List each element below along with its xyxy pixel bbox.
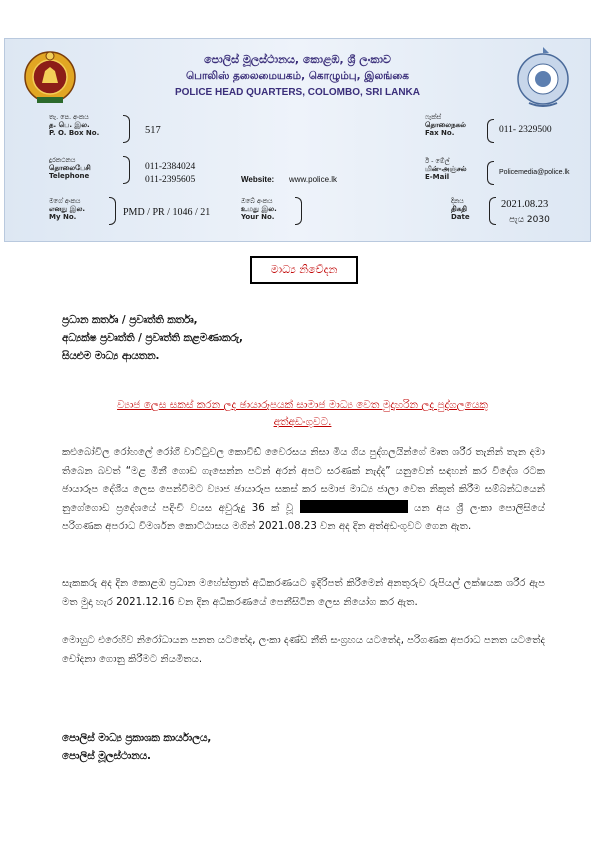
email-label: ඊ - මේල් மின்-அஞ்சல் E-Mail xyxy=(425,157,467,181)
time-value: පැය 2030 xyxy=(509,215,550,225)
your-no-label: ඔබේ අංකය உமது இல. Your No. xyxy=(241,197,277,221)
bracket xyxy=(123,156,130,184)
bracket xyxy=(109,197,116,225)
bracket xyxy=(487,161,494,185)
telephone-value-2: 011-2395605 xyxy=(145,175,196,185)
bracket xyxy=(487,119,494,143)
bracket xyxy=(489,197,496,225)
org-name-sinhala: පොලිස් මූලස්ථානය, කොළඹ, ශ්‍රී ලංකාව xyxy=(204,53,391,66)
pobox-label: තැ. පෙ. අංකය த. பெ. இல. P. O. Box No. xyxy=(49,113,100,137)
letterhead xyxy=(4,38,591,242)
addressee-line: සියළුම මාධ්‍ය ආයතන. xyxy=(62,350,160,362)
press-release-title: මාධ්‍ය නිවේදන xyxy=(250,256,358,284)
date-label: දිනය திகதி Date xyxy=(451,197,470,221)
my-no-value: PMD / PR / 1046 / 21 xyxy=(123,207,211,218)
headline: ව්‍යාජ ලෙස සකස් කරන ලද ඡායාරූපයක් සාමාජ මාධ්‍ය වෙත මුදාහරින ලද පුද්ගලයෙකු අත්අඩංගුවට. xyxy=(117,399,488,428)
body-paragraph-3: මොහුට එරෙහිව නිරෝධායන පනත යටතේද, ලංකා දණ්ඩ නීති සංග්‍රහය යටතේද, පරිගණක අපරාධ පනත යටතේද චෝදනා ගොනු කිරීමට නියමිතය. xyxy=(62,635,545,665)
addressee-line: අධ්‍යක්ෂ ප්‍රවෘත්ති / ප්‍රවෘත්ති කළමණාකරු, xyxy=(62,332,243,344)
pobox-value: 517 xyxy=(145,125,161,136)
my-no-label: මගේ අංකය எனது இல. My No. xyxy=(49,197,86,221)
date-value: 2021.08.23 xyxy=(501,199,549,210)
fax-value: 011- 2329500 xyxy=(499,125,552,135)
telephone-value-1: 011-2384024 xyxy=(145,162,196,172)
signature-line: පොලිස් මූලස්ථානය. xyxy=(62,750,151,762)
signature-line: පොලිස් මාධ්‍ය ප්‍රකාශක කාර්යාලය, xyxy=(62,732,212,744)
org-name-english: POLICE HEAD QUARTERS, COLOMBO, SRI LANKA xyxy=(174,87,420,98)
fax-label: ෆැක්ස් தொலைநகல் Fax No. xyxy=(425,113,466,137)
website-value: www.police.lk xyxy=(289,175,338,184)
body-paragraph-1: කළුබෝවිල රෝහලේ රෝගී වාට්ටුවල කොවිඩ් වෛරසය නිසා මිය ගිය පුද්ගලයින්ගේ මෘත ශරීර තැනින් තැන දමා තිබෙන බවත් “මළ මිනී ගොඩ ගැසෙන්න පටන් අරන් අපට සරණක් නැද්ද” යනුවෙන් සඳහන් කර විදේශ රටක ඡායාරූප දේශීය ලෙස පෙන්වීමට ව්‍යාජ ඡායාරූප සකස් කර සමාජ මාධ්‍ය ජාලා වෙත නිකුත් කිරීම සම්බන්ධයෙන් නුගේගොඩ ප්‍රදේශයේ පදිංචි වයස අවුරුදු 36 ක් වූ යන අය ශ්‍රී ලංකා පොලිසියේ පරිගණක අපරාධ විමර්ශන කොට්ඨාසය මගින් 2021.08.23 වන අද දින අත්අඩංගුවට ගෙන ඇත. xyxy=(62,447,545,532)
bracket xyxy=(123,115,130,143)
body-paragraph-2: සැකකරු අද දින කොළඹ ප්‍රධාන මහේස්ත්‍රාත් අධිකරණයට ඉදිරිපත් කිරීමෙන් අනතුරුව රුපියල් ලක්ෂයක ශරීර ඇප මත මුදා හැර 2021.12.16 වන දින අධිකරණයේ පෙනීසිටින ලෙස නියෝග කර ඇත. xyxy=(62,578,545,608)
redaction-bar xyxy=(300,500,408,513)
org-name-tamil: பொலிஸ் தலைமையகம், கொழும்பு, இலங்கை xyxy=(185,70,410,82)
telephone-label: දුරකථනය தொலைபேசி Telephone xyxy=(49,156,91,180)
website-label: Website: xyxy=(241,175,275,184)
bracket xyxy=(295,197,302,225)
addressee-line: ප්‍රධාන කර්තෘ / ප්‍රවෘත්ති කර්තෘ, xyxy=(62,314,198,326)
email-value: Policemedia@police.lk xyxy=(499,169,570,176)
